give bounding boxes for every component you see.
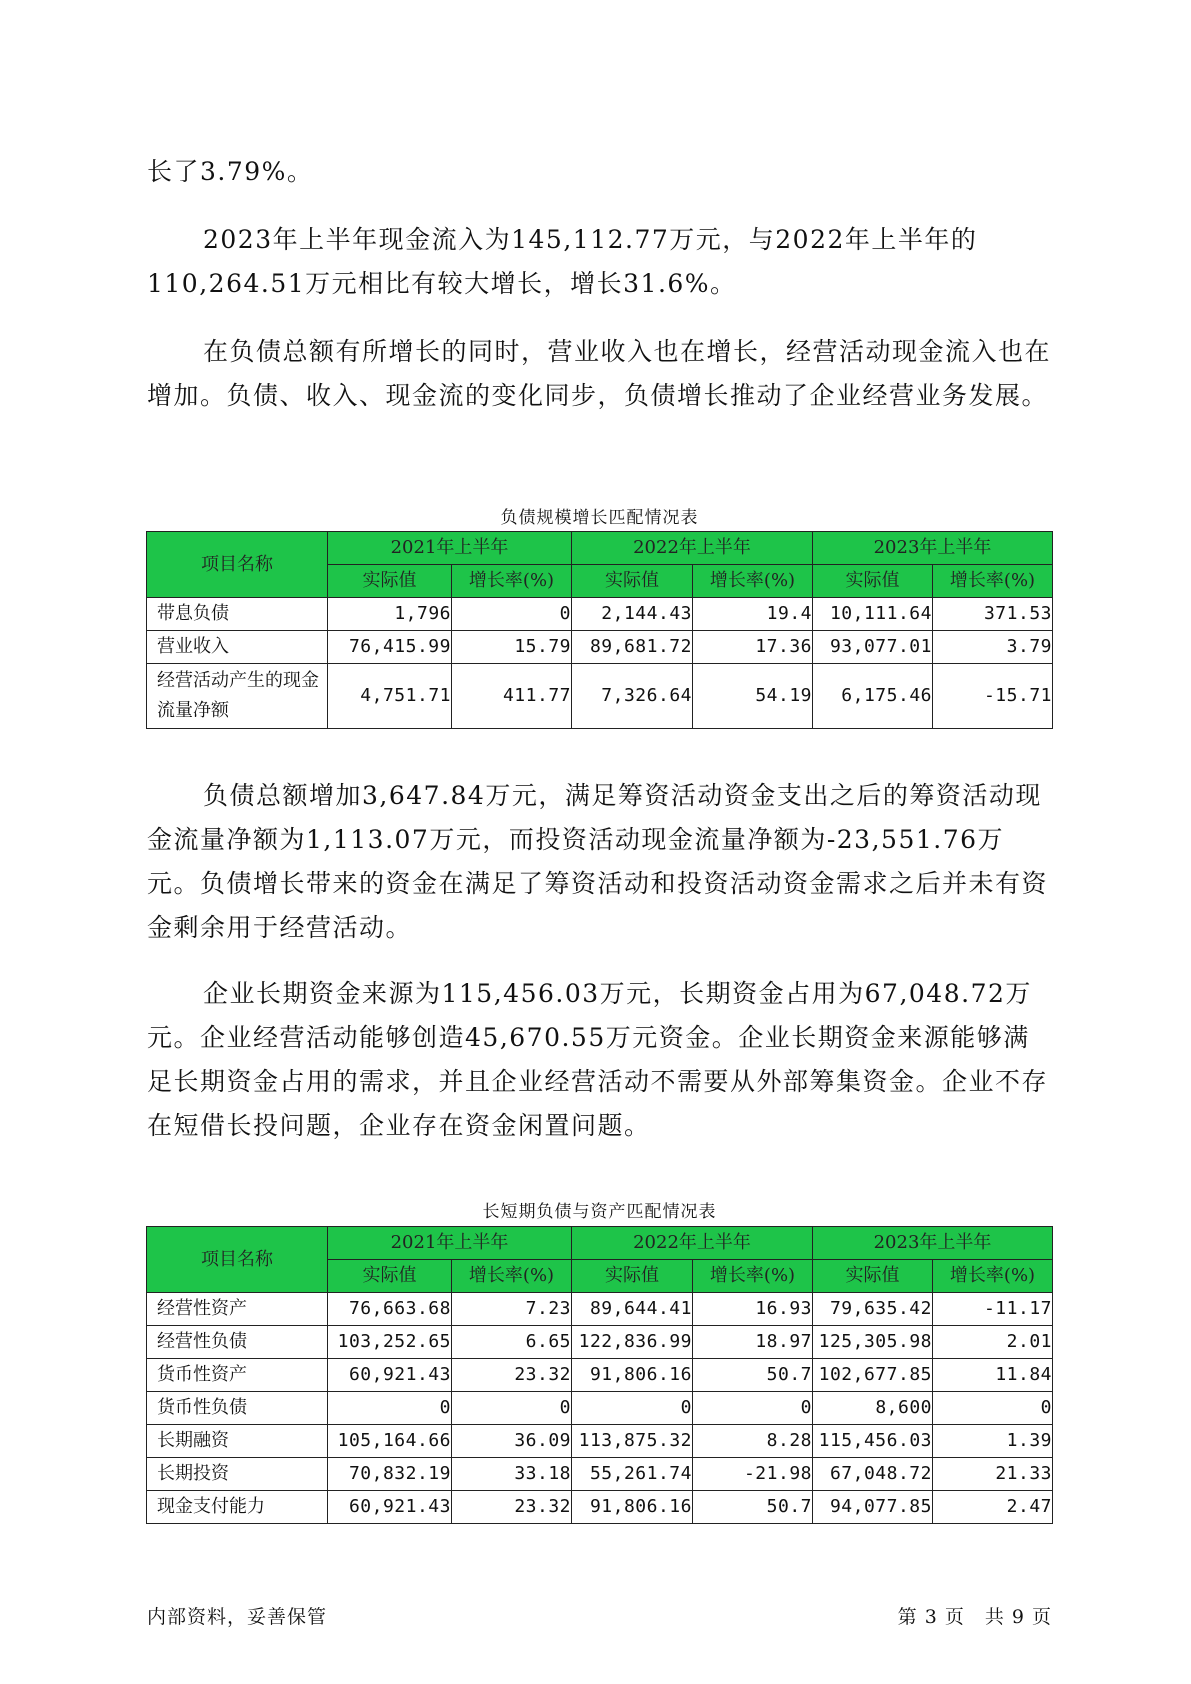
cell-value: 18.97 xyxy=(693,1326,813,1359)
item-name-header: 项目名称 xyxy=(147,1227,328,1293)
row-label: 经营性负债 xyxy=(147,1326,328,1359)
cell-value: 15.79 xyxy=(452,631,572,664)
item-name-header: 项目名称 xyxy=(147,532,328,598)
table1-caption: 负债规模增长匹配情况表 xyxy=(500,508,699,528)
cell-value: 0 xyxy=(328,1392,452,1425)
table-row xyxy=(147,631,1053,664)
table-asset-liability-match xyxy=(146,1226,1053,1524)
row-label: 货币性负债 xyxy=(147,1392,328,1425)
table-row xyxy=(147,1326,1053,1359)
cell-value: 411.77 xyxy=(452,664,572,729)
row-label: 经营性资产 xyxy=(147,1293,328,1326)
period-header: 2022年上半年 xyxy=(572,532,813,565)
cell-value: 16.93 xyxy=(693,1293,813,1326)
cell-value: 2.01 xyxy=(933,1326,1053,1359)
table-row xyxy=(147,1359,1053,1392)
table-row xyxy=(147,1293,1053,1326)
cell-value: 2,144.43 xyxy=(572,598,693,631)
cell-value: 6,175.46 xyxy=(813,664,933,729)
cell-value: 17.36 xyxy=(693,631,813,664)
growth-rate-header: 增长率(%) xyxy=(693,565,813,598)
cell-value: 3.79 xyxy=(933,631,1053,664)
paragraph-2: 2023年上半年现金流入为145,112.77万元，与2022年上半年的110,264.51万元相比有较大增长，增长31.6%。 xyxy=(147,225,978,298)
cell-value: 50.7 xyxy=(693,1359,813,1392)
cell-value: 0 xyxy=(933,1392,1053,1425)
cell-value: 76,415.99 xyxy=(328,631,452,664)
table-row xyxy=(147,1491,1053,1524)
cell-value: 0 xyxy=(452,1392,572,1425)
cell-value: 8.28 xyxy=(693,1425,813,1458)
paragraph-5: 企业长期资金来源为115,456.03万元，长期资金占用为67,048.72万元。企业经营活动能够创造45,670.55万元资金。企业长期资金来源能够满足长期资金占用的需求，并且企业经营活动不需要从外部筹集资金。企业不存在短借长投问题，企业存在资金闲置问题。 xyxy=(147,979,1049,1140)
cell-value: 6.65 xyxy=(452,1326,572,1359)
cell-value: 70,832.19 xyxy=(328,1458,452,1491)
cell-value: -15.71 xyxy=(933,664,1053,729)
cell-value: 7.23 xyxy=(452,1293,572,1326)
row-label: 货币性资产 xyxy=(147,1359,328,1392)
table-row xyxy=(147,664,1053,729)
actual-value-header: 实际值 xyxy=(572,1260,693,1293)
cell-value: 89,681.72 xyxy=(572,631,693,664)
cell-value: 2.47 xyxy=(933,1491,1053,1524)
footer-page-number: 第 3 页 共 9 页 xyxy=(897,1606,1052,1628)
cell-value: 103,252.65 xyxy=(328,1326,452,1359)
period-header: 2022年上半年 xyxy=(572,1227,813,1260)
cell-value: 36.09 xyxy=(452,1425,572,1458)
actual-value-header: 实际值 xyxy=(328,565,452,598)
row-label: 经营活动产生的现金流量净额 xyxy=(147,664,328,729)
cell-value: 0 xyxy=(693,1392,813,1425)
growth-rate-header: 增长率(%) xyxy=(933,1260,1053,1293)
period-header: 2023年上半年 xyxy=(813,532,1053,565)
cell-value: 113,875.32 xyxy=(572,1425,693,1458)
cell-value: 60,921.43 xyxy=(328,1491,452,1524)
growth-rate-header: 增长率(%) xyxy=(452,565,572,598)
cell-value: 23.32 xyxy=(452,1491,572,1524)
period-header: 2021年上半年 xyxy=(328,1227,572,1260)
table-debt-scale xyxy=(146,531,1053,729)
cell-value: 371.53 xyxy=(933,598,1053,631)
cell-value: 105,164.66 xyxy=(328,1425,452,1458)
cell-value: 89,644.41 xyxy=(572,1293,693,1326)
cell-value: 19.4 xyxy=(693,598,813,631)
cell-value: 1.39 xyxy=(933,1425,1053,1458)
cell-value: 11.84 xyxy=(933,1359,1053,1392)
table-row xyxy=(147,598,1053,631)
growth-rate-header: 增长率(%) xyxy=(693,1260,813,1293)
growth-rate-header: 增长率(%) xyxy=(933,565,1053,598)
row-label: 长期融资 xyxy=(147,1425,328,1458)
row-label: 长期投资 xyxy=(147,1458,328,1491)
actual-value-header: 实际值 xyxy=(813,565,933,598)
cell-value: 125,305.98 xyxy=(813,1326,933,1359)
cell-value: 7,326.64 xyxy=(572,664,693,729)
paragraph-4: 负债总额增加3,647.84万元，满足筹资活动资金支出之后的筹资活动现金流量净额为1,113.07万元，而投资活动现金流量净额为-23,551.76万元。负债增长带来的资金在满足了筹资活动和投资活动资金需求之后并未有资金剩余用于经营活动。 xyxy=(147,781,1049,942)
paragraph-1: 长了3.79%。 xyxy=(147,157,314,186)
table-row xyxy=(147,1425,1053,1458)
cell-value: 76,663.68 xyxy=(328,1293,452,1326)
table2-caption: 长短期负债与资产匹配情况表 xyxy=(482,1202,717,1222)
cell-value: 21.33 xyxy=(933,1458,1053,1491)
footer-confidential-note: 内部资料，妥善保管 xyxy=(147,1606,328,1628)
cell-value: 8,600 xyxy=(813,1392,933,1425)
cell-value: 91,806.16 xyxy=(572,1491,693,1524)
cell-value: 79,635.42 xyxy=(813,1293,933,1326)
cell-value: 91,806.16 xyxy=(572,1359,693,1392)
cell-value: 0 xyxy=(572,1392,693,1425)
cell-value: 4,751.71 xyxy=(328,664,452,729)
period-header: 2021年上半年 xyxy=(328,532,572,565)
cell-value: 102,677.85 xyxy=(813,1359,933,1392)
row-label: 现金支付能力 xyxy=(147,1491,328,1524)
table-row xyxy=(147,1458,1053,1491)
actual-value-header: 实际值 xyxy=(328,1260,452,1293)
cell-value: -21.98 xyxy=(693,1458,813,1491)
cell-value: 50.7 xyxy=(693,1491,813,1524)
actual-value-header: 实际值 xyxy=(572,565,693,598)
cell-value: 67,048.72 xyxy=(813,1458,933,1491)
cell-value: 33.18 xyxy=(452,1458,572,1491)
cell-value: -11.17 xyxy=(933,1293,1053,1326)
table-row xyxy=(147,1392,1053,1425)
cell-value: 115,456.03 xyxy=(813,1425,933,1458)
cell-value: 54.19 xyxy=(693,664,813,729)
cell-value: 93,077.01 xyxy=(813,631,933,664)
cell-value: 60,921.43 xyxy=(328,1359,452,1392)
cell-value: 23.32 xyxy=(452,1359,572,1392)
row-label: 带息负债 xyxy=(147,598,328,631)
cell-value: 122,836.99 xyxy=(572,1326,693,1359)
actual-value-header: 实际值 xyxy=(813,1260,933,1293)
paragraph-3: 在负债总额有所增长的同时，营业收入也在增长，经营活动现金流入也在增加。负债、收入、现金流的变化同步，负债增长推动了企业经营业务发展。 xyxy=(147,337,1052,410)
growth-rate-header: 增长率(%) xyxy=(452,1260,572,1293)
cell-value: 55,261.74 xyxy=(572,1458,693,1491)
cell-value: 0 xyxy=(452,598,572,631)
cell-value: 10,111.64 xyxy=(813,598,933,631)
row-label: 营业收入 xyxy=(147,631,328,664)
cell-value: 1,796 xyxy=(328,598,452,631)
cell-value: 94,077.85 xyxy=(813,1491,933,1524)
period-header: 2023年上半年 xyxy=(813,1227,1053,1260)
